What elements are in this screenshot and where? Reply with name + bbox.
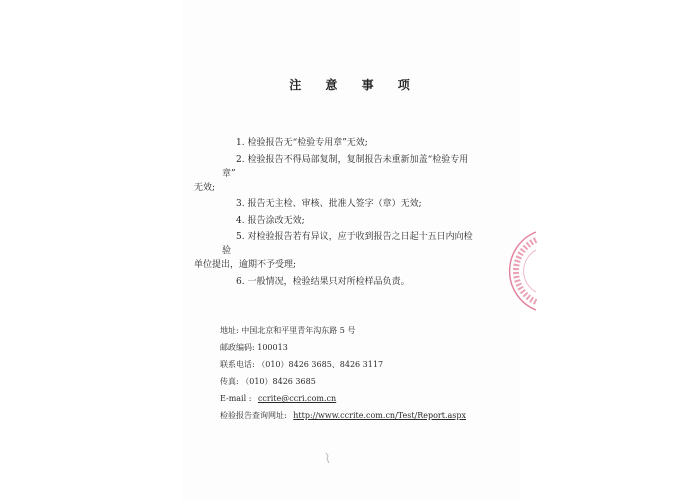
fax-value: （010）8426 3685 [241,377,316,386]
note-number: 4. [236,215,245,226]
note-item [222,136,480,150]
note-number: 5. [236,232,245,242]
email-row [220,390,510,407]
phone-value: （010）8426 3685、8426 3117 [257,360,384,369]
note-item [222,197,480,211]
note-item [194,230,480,272]
note-text: 检验报告无“检验专用章”无效; [247,138,368,148]
title-char: 注 [289,78,303,92]
note-text: 报告无主检、审核、批准人签字（章）无效; [247,199,422,209]
note-text-continued: 单位提出，逾期不予受理; [194,260,297,270]
title-char: 事 [361,78,375,92]
postcode-value: 100013 [257,343,288,352]
address-value: 中国北京和平里青年沟东路 5 号 [241,326,356,335]
address-label: 地址: [220,326,239,335]
fax-row [220,373,510,390]
contact-block [220,322,510,424]
note-number: 1. [236,138,245,148]
note-text: 报告涂改无效; [247,215,305,226]
query-url-label: 检验报告查询网址: [220,411,287,420]
note-text: 检验报告不得局部复制，复制报告未重新加盖“检验专用章” [222,154,469,179]
email-link[interactable]: ccrite@ccri.com.cn [257,394,337,403]
note-item [194,153,480,195]
postcode-row [220,339,510,356]
page-title [0,76,700,93]
note-number: 6. [236,276,245,287]
title-char: 项 [397,78,411,92]
note-item [222,214,480,228]
note-text: 一般情况，检验结果只对所检样品负责。 [247,276,410,287]
fax-label: 传真: [220,377,239,386]
phone-label: 联系电话: [220,360,255,369]
postcode-label: 邮政编码: [220,343,255,352]
note-text: 对检验报告若有异议，应于收到报告之日起十五日内向检验 [222,232,473,256]
email-label: E-mail : [220,394,252,403]
note-number: 3. [236,199,245,209]
note-item [222,275,480,289]
note-text-continued: 无效; [194,182,216,193]
phone-row [220,356,510,373]
query-url-link[interactable]: http://www.ccrite.com.cn/Test/Report.aspx [293,411,467,420]
notes-list [194,136,480,291]
address-row [220,322,510,339]
note-number: 2. [236,154,245,165]
official-seal-fragment [488,228,538,314]
title-char: 意 [325,78,339,92]
query-url-row [220,407,510,424]
scan-speck [322,452,332,464]
